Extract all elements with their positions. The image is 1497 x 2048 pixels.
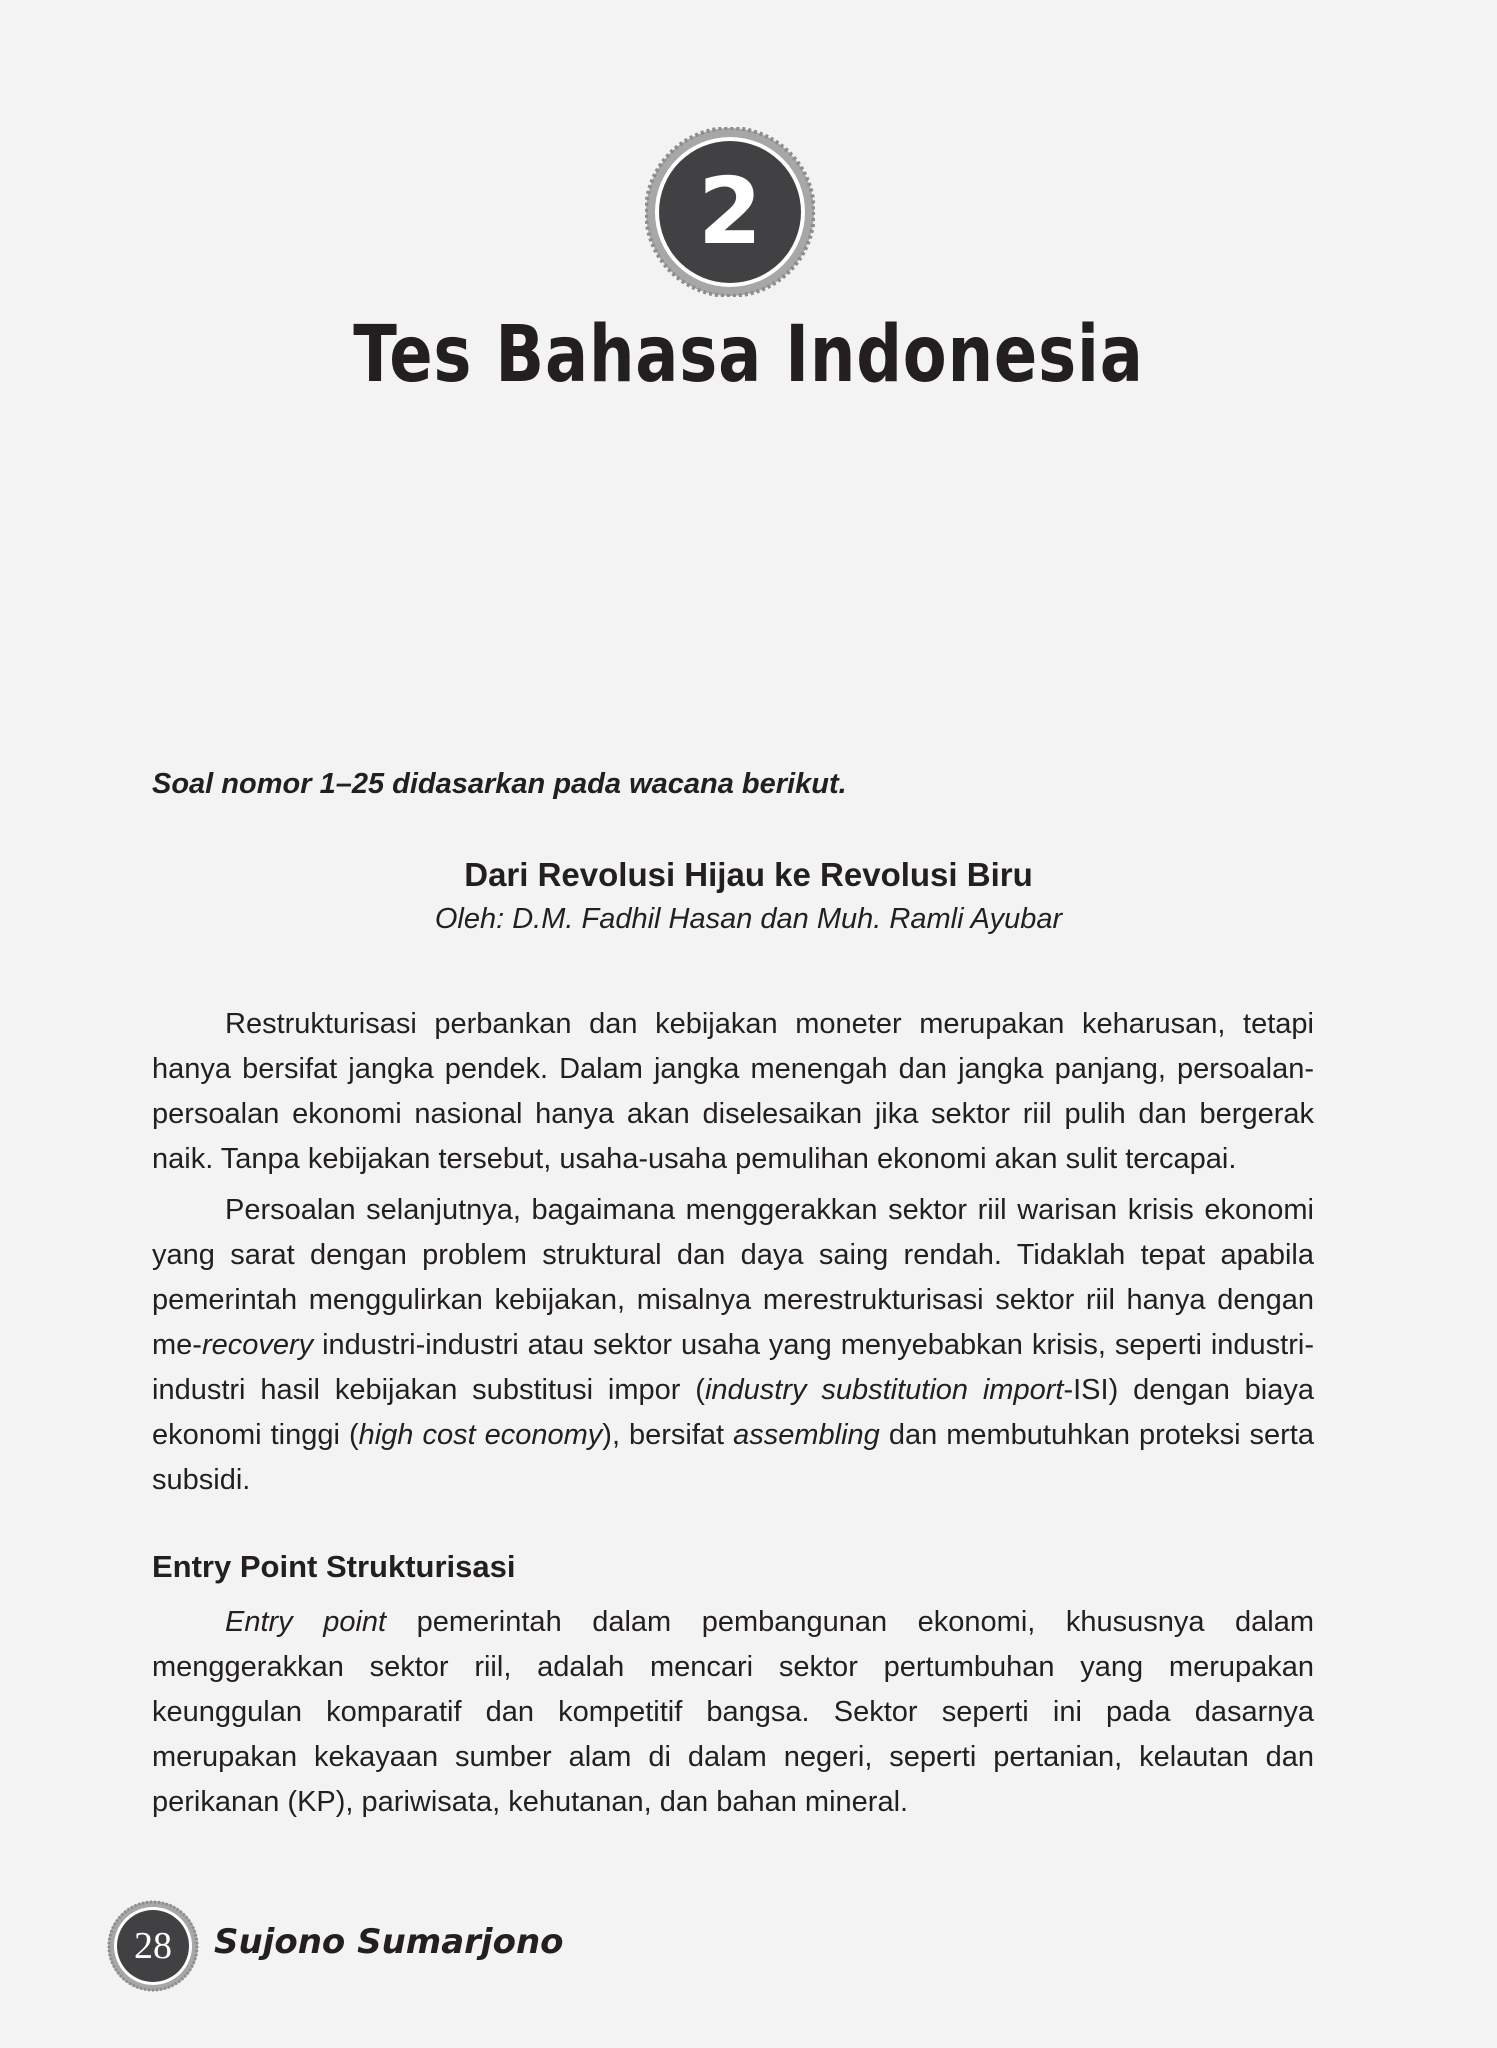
page-number: 28 (134, 1925, 172, 1967)
paragraph-2-text (152, 1188, 1314, 1503)
chapter-title: Tes Bahasa Indonesia (353, 310, 1144, 400)
p2-part-f: high cost economy (358, 1419, 603, 1451)
paragraph-2 (152, 1188, 1314, 1503)
p2-part-d: industry substitution import (704, 1374, 1064, 1406)
paragraph-1-text: Restrukturisasi perbankan dan kebijakan moneter merupakan keharusan, tetapi hanya bersifat jangka pendek. Dalam jangka menengah dan jangka panjang, persoalan-persoalan ekonomi nasional hanya akan diselesaikan jika sektor riil pulih dan bergerak naik. Tanpa kebijakan tersebut, usaha-usaha pemulihan ekonomi akan sulit tercapai. (152, 1008, 1314, 1175)
p2-part-c: industri-industri atau sektor usaha yang menyebabkan krisis, seperti industri-industri hasil kebijakan substitusi impor ( (152, 1329, 1314, 1406)
p2-part-e: -ISI) dengan biaya ekonomi tinggi ( (152, 1374, 1315, 1451)
section-heading: Entry Point Strukturisasi (152, 1549, 516, 1584)
p2-part-h: assembling (733, 1419, 880, 1451)
p2-part-g: ), bersifat (602, 1419, 734, 1451)
chapter-number-badge (645, 127, 815, 297)
chapter-number: 2 (697, 158, 762, 265)
article-byline: Oleh: D.M. Fadhil Hasan dan Muh. Ramli Ayubar (434, 903, 1063, 935)
article-title: Dari Revolusi Hijau ke Revolusi Biru (464, 856, 1033, 893)
paragraph-1 (152, 1002, 1314, 1182)
p3-part-a: Entry point (225, 1606, 387, 1638)
p2-part-i: dan membutuhkan proteksi serta subsidi. (152, 1419, 1314, 1496)
p3-part-b: pemerintah dalam pembangunan ekonomi, khususnya dalam menggerakkan sektor riil, adalah mencari sektor pertumbuhan yang merupakan keunggulan komparatif dan kompetitif bangsa. Sektor seperti ini pada dasarnya merupakan kekayaan sumber alam di dalam negeri, seperti pertanian, kelautan dan perikanan (KP), pariwisata, kehutanan, dan bahan mineral. (152, 1606, 1314, 1818)
p2-part-a: Persoalan selanjutnya, bagaimana menggerakkan sektor riil warisan krisis ekonomi yang sarat dengan problem struktural dan daya saing rendah. Tidaklah tepat apabila pemerintah menggulirkan kebijakan, misalnya merestrukturisasi sektor riil hanya dengan me- (152, 1194, 1314, 1361)
question-instruction: Soal nomor 1–25 didasarkan pada wacana berikut. (152, 768, 847, 800)
p2-part-b: recovery (201, 1329, 314, 1361)
paragraph-3-text (152, 1600, 1314, 1825)
paragraph-3 (152, 1600, 1314, 1825)
page-number-badge (107, 1900, 199, 1992)
footer-author: Sujono Sumarjono (214, 1922, 564, 1962)
